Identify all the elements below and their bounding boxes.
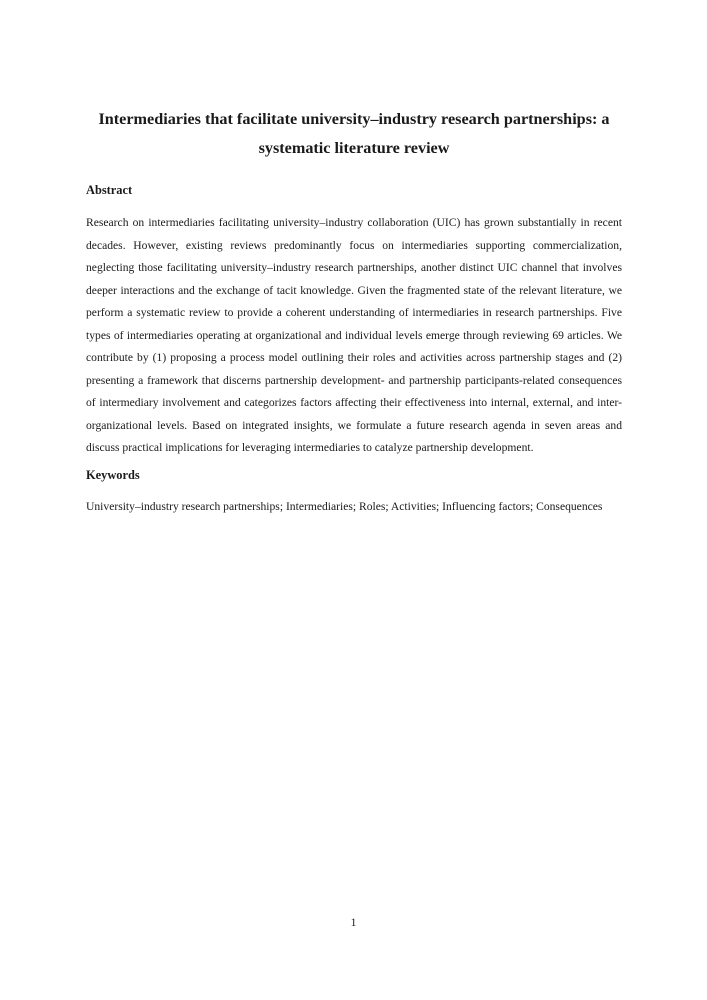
paper-title: Intermediaries that facilitate university–industry research partnerships: a systematic literature review bbox=[98, 110, 610, 157]
abstract-heading: Abstract bbox=[86, 183, 133, 197]
abstract-text: Research on intermediaries facilitating university–industry collaboration (UIC) has grown substantially in recent decades. However, existing reviews predominantly focus on intermediaries supporting commercialization, neglecting those facilitating university–industry research partnerships, another distinct UIC channel that involves deeper interactions and the exchange of tacit knowledge. Given the fragmented state of the relevant literature, we perform a systematic review to provide a coherent understanding of intermediaries in research partnerships. Five types of intermediaries operating at organizational and individual levels emerge through reviewing 69 articles. We contribute by (1) proposing a process model outlining their roles and activities across partnership stages and (2) presenting a framework that discerns partnership development- and partnership participants-related consequences of intermediary involvement and categorizes factors affecting their effectiveness into internal, external, and inter-organizational levels. Based on integrated insights, we formulate a future research agenda in seven areas and discuss practical implications for leveraging intermediaries to catalyze partnership development. bbox=[86, 216, 622, 454]
page-number: 1 bbox=[350, 916, 357, 929]
keywords-text: University–industry research partnerships; Intermediaries; Roles; Activities; Influencing factors; Consequences bbox=[86, 500, 603, 513]
keywords-heading: Keywords bbox=[86, 468, 140, 482]
